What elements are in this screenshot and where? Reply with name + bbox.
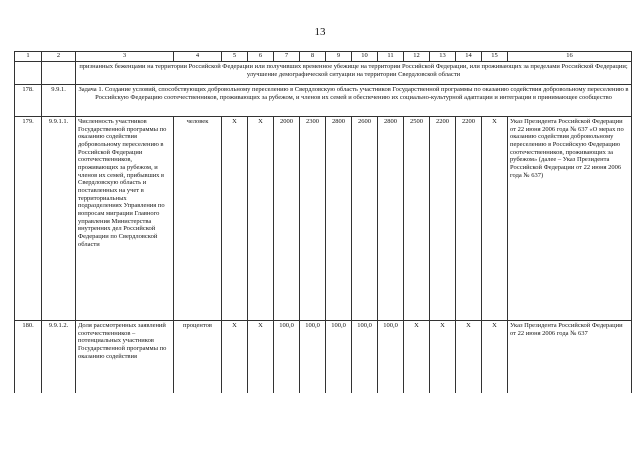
continuation-row — [15, 62, 632, 85]
row-code: 9.9.1.2. — [42, 321, 76, 394]
column-number: 11 — [378, 52, 404, 62]
table-row — [15, 321, 632, 394]
value-cell: 100,0 — [326, 321, 352, 394]
value-cell: 100,0 — [274, 321, 300, 394]
value-cell: X — [430, 321, 456, 394]
continuation-text: признанных беженцами на территории Российской Федерации или получивших временное убежище на территории Российской Федерации, или проживающих за пределами Российской Федерации; улучшение демографической ситуации на территории Свердловской области — [76, 62, 632, 85]
row-code: 9.9.1.1. — [42, 117, 76, 321]
column-number: 10 — [352, 52, 378, 62]
value-cell: 2800 — [378, 117, 404, 321]
empty-cell — [15, 62, 42, 85]
column-number: 2 — [42, 52, 76, 62]
value-cell: X — [248, 117, 274, 321]
value-cell: 2800 — [326, 117, 352, 321]
task-text: Задача 1. Создание условий, способствующих добровольному переселению в Свердловскую область участников Государственной программы по оказанию содействия добровольному переселению в Российскую Федерацию соотечественников, проживающих за рубежом, и членов их семей и обеспечению их социально-культурной адаптации и интеграции в принимающее сообщество — [76, 85, 632, 117]
column-number: 3 — [76, 52, 174, 62]
value-cell: 100,0 — [352, 321, 378, 394]
column-number: 12 — [404, 52, 430, 62]
value-cell: X — [404, 321, 430, 394]
task-row — [15, 85, 632, 117]
column-number: 8 — [300, 52, 326, 62]
value-cell: X — [482, 117, 508, 321]
value-cell: 2200 — [456, 117, 482, 321]
unit-cell: человек — [174, 117, 222, 321]
value-cell: 100,0 — [378, 321, 404, 394]
column-number: 15 — [482, 52, 508, 62]
indicator-name: Численность участников Государственной программы по оказанию содействия добровольному переселению в Российской Федерации соотечественников, проживающих за рубежом, и членов их семей, прибывших в Свердловскую область и поставленных на учет в территориальных подразделениях Управления по вопросам миграции Главного управления Министерства внутренних дел Российской Федерации по Свердловской области — [76, 117, 174, 321]
indicator-name: Доля рассмотренных заявлений соотечественников – потенциальных участников Государственной программы по оказанию содействия — [76, 321, 174, 394]
value-cell: X — [482, 321, 508, 394]
value-cell: 2500 — [404, 117, 430, 321]
value-cell: X — [222, 321, 248, 394]
column-number-row — [15, 52, 632, 62]
row-number: 179. — [15, 117, 42, 321]
column-number: 4 — [174, 52, 222, 62]
empty-cell — [42, 62, 76, 85]
value-cell: 2300 — [300, 117, 326, 321]
column-number: 9 — [326, 52, 352, 62]
unit-cell: процентов — [174, 321, 222, 394]
row-number: 178. — [15, 85, 42, 117]
basis-document: Указ Президента Российской Федерации от 22 июня 2006 года № 637 «О мерах по оказанию содействия добровольному переселению в Российскую Федерацию соотечественников, проживающих за рубежом» (далее – Указ Президента Российской Федерации от 22 июня 2006 года № 637) — [508, 117, 632, 321]
column-number: 5 — [222, 52, 248, 62]
value-cell: X — [248, 321, 274, 394]
value-cell: X — [456, 321, 482, 394]
value-cell: 2000 — [274, 117, 300, 321]
column-number: 1 — [15, 52, 42, 62]
basis-document: Указ Президента Российской Федерации от 22 июня 2006 года № 637 — [508, 321, 632, 394]
value-cell: 2200 — [430, 117, 456, 321]
column-number: 6 — [248, 52, 274, 62]
indicators-table — [14, 51, 632, 393]
column-number: 14 — [456, 52, 482, 62]
value-cell: X — [222, 117, 248, 321]
table-row — [15, 117, 632, 321]
column-number: 7 — [274, 52, 300, 62]
column-number: 16 — [508, 52, 632, 62]
value-cell: 2600 — [352, 117, 378, 321]
column-number: 13 — [430, 52, 456, 62]
page-number: 13 — [314, 26, 326, 38]
value-cell: 100,0 — [300, 321, 326, 394]
row-number: 180. — [15, 321, 42, 394]
row-code: 9.9.1. — [42, 85, 76, 117]
